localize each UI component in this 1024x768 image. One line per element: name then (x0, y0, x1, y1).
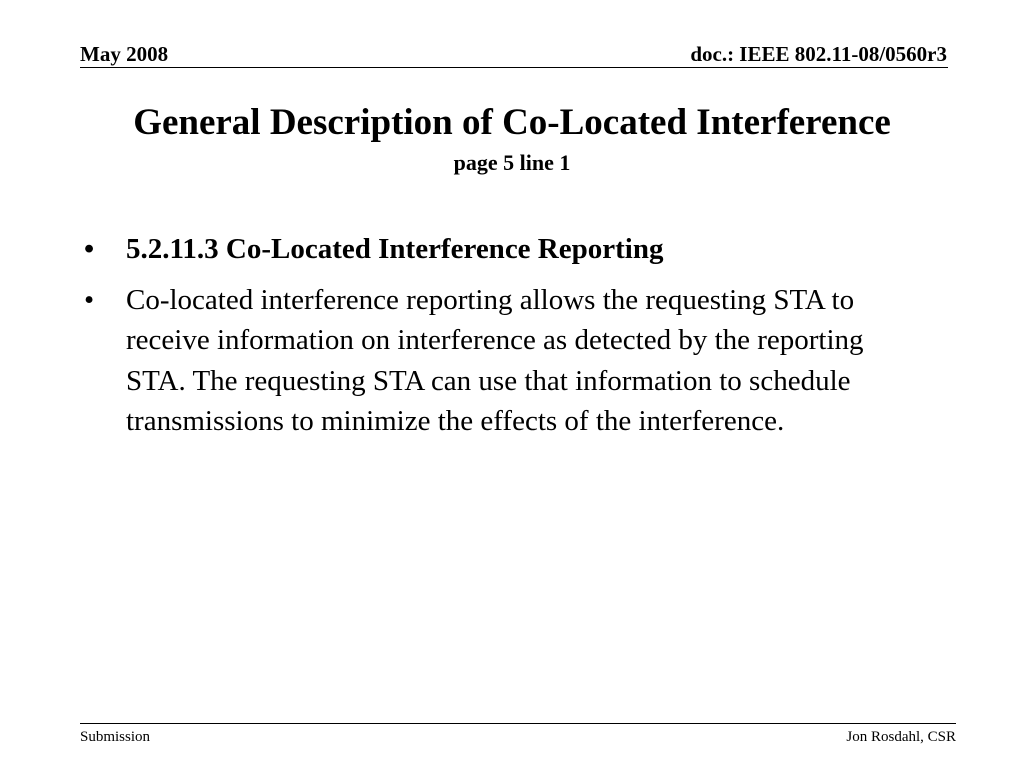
slide-title: General Description of Co-Located Interference (133, 102, 891, 143)
bullet-icon: • (84, 283, 95, 316)
header-divider (80, 67, 948, 68)
bullet-list (84, 229, 924, 452)
bullet-item-description (84, 280, 924, 442)
bullet-icon: • (84, 233, 95, 265)
header-date: May 2008 (80, 42, 169, 66)
footer-divider (80, 723, 956, 724)
footer-author: Jon Rosdahl, CSR (846, 729, 956, 745)
header-document-id: doc.: IEEE 802.11-08/0560r3 (690, 42, 947, 66)
footer-submission-label: Submission (80, 729, 151, 745)
bullet-text: 5.2.11.3 Co-Located Interference Reporting (126, 233, 664, 265)
bullet-text: Co-located interference reporting allows the requesting STA to receive information on interference as detected by the reporting STA. The requesting STA can use that information to schedule transmissions to minimize the effects of the interference. (126, 283, 864, 437)
bullet-item-heading (84, 229, 924, 270)
slide-subtitle: page 5 line 1 (453, 150, 571, 175)
